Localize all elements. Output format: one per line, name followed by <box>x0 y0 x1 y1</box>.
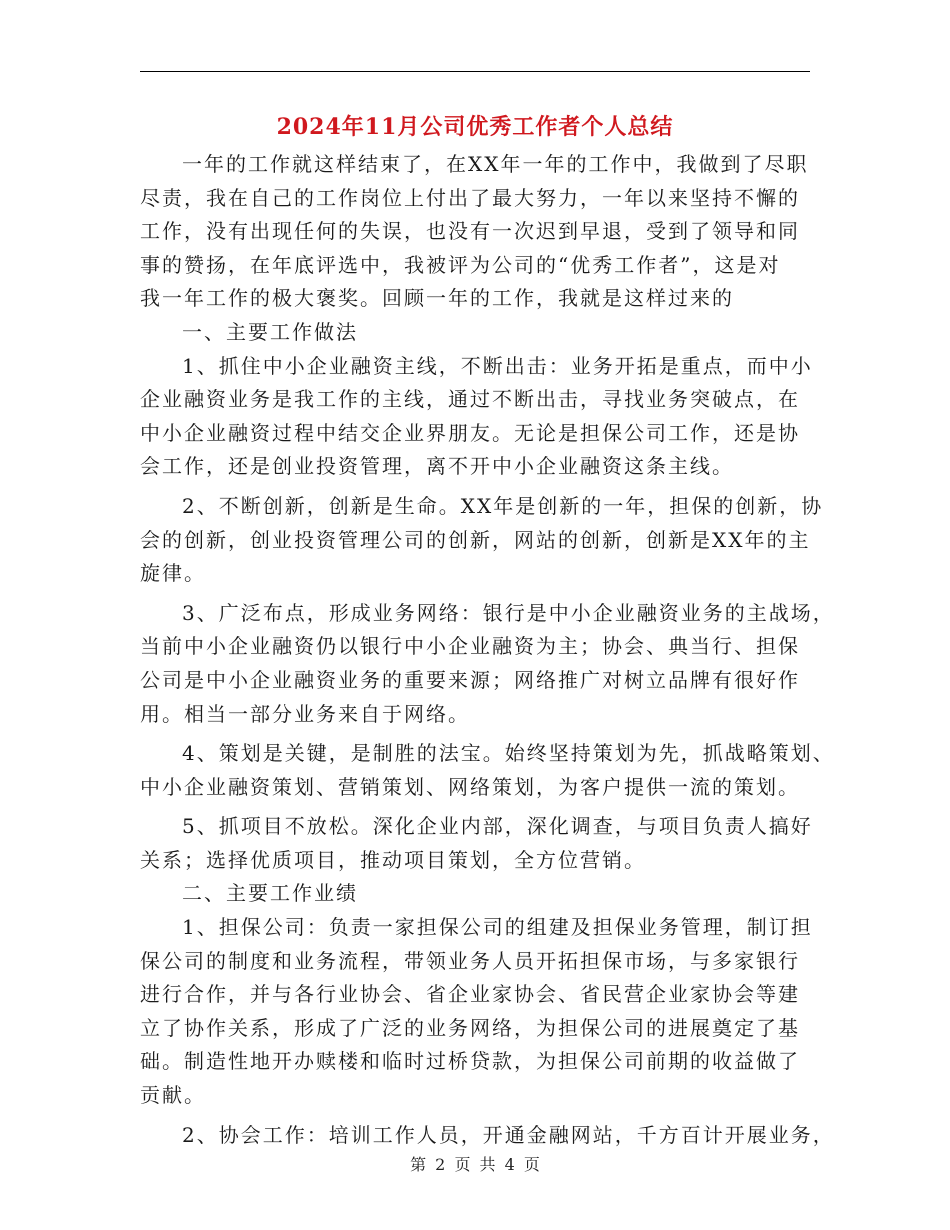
text-line: 4、策划是关键，是制胜的法宝。始终坚持策划为先，抓战略策划、 <box>182 741 835 766</box>
text-line: 进行合作，并与各行业协会、省企业家协会、省民营企业家协会等建 <box>140 982 800 1007</box>
text-line: 关系；选择优质项目，推动项目策划，全方位营销。 <box>140 847 646 872</box>
text-line: 事的赞扬，在年底评选中，我被评为公司的“优秀工作者”，这是对 <box>140 252 781 277</box>
text-line: 5、抓项目不放松。深化企业内部，深化调查，与项目负责人搞好 <box>182 814 813 839</box>
text-line: 旋律。 <box>140 561 206 586</box>
text-line: 础。制造性地开办赎楼和临时过桥贷款，为担保公司前期的收益做了 <box>140 1049 800 1074</box>
text-line: 立了协作关系，形成了广泛的业务网络，为担保公司的进展奠定了基 <box>140 1015 800 1040</box>
text-line: 会工作，还是创业投资管理，离不开中小企业融资这条主线。 <box>140 454 734 479</box>
text-line: 1、担保公司：负责一家担保公司的组建及担保业务管理，制订担 <box>182 915 813 940</box>
text-line: 工作，没有出现任何的失误，也没有一次迟到早退，受到了领导和同 <box>140 219 800 244</box>
text-line: 二、主要工作业绩 <box>182 881 358 906</box>
text-line: 公司是中小企业融资业务的重要来源；网络推广对树立品牌有很好作 <box>140 667 800 692</box>
text-line: 我一年工作的极大褒奖。回顾一年的工作，我就是这样过来的 <box>140 286 734 311</box>
document-body <box>140 148 835 1152</box>
text-line: 当前中小企业融资仍以银行中小企业融资为主；协会、典当行、担保 <box>140 634 800 659</box>
text-line: 中小企业融资过程中结交企业界朋友。无论是担保公司工作，还是协 <box>140 420 800 445</box>
text-line: 一年的工作就这样结束了，在XX年一年的工作中，我做到了尽职 <box>182 152 809 176</box>
text-line: 用。相当一部分业务来自于网络。 <box>140 701 470 726</box>
text-line: 2、协会工作：培训工作人员，开通金融网站，千方百计开展业务， <box>182 1122 835 1147</box>
header-rule <box>140 71 810 72</box>
text-line: 贡献。 <box>140 1083 206 1108</box>
text-line: 3、广泛布点，形成业务网络：银行是中小企业融资业务的主战场， <box>182 600 835 625</box>
text-line: 尽责，我在自己的工作岗位上付出了最大努力，一年以来坚持不懈的 <box>140 185 800 210</box>
text-line: 一、主要工作做法 <box>182 319 358 344</box>
text-line: 1、抓住中小企业融资主线，不断出击：业务开拓是重点，而中小 <box>182 353 813 378</box>
text-line: 会的创新，创业投资管理公司的创新，网站的创新，创新是XX年的主 <box>140 527 811 552</box>
page-number: 第 2 页 共 4 页 <box>410 1155 540 1174</box>
text-line: 保公司的制度和业务流程，带领业务人员开拓担保市场，与多家银行 <box>140 948 800 973</box>
text-line: 中小企业融资策划、营销策划、网络策划，为客户提供一流的策划。 <box>140 774 800 799</box>
text-line: 企业融资业务是我工作的主线，通过不断出击，寻找业务突破点，在 <box>140 387 800 412</box>
text-line: 2、不断创新，创新是生命。XX年是创新的一年，担保的创新，协 <box>182 493 824 518</box>
page-title: 2024年11月公司优秀工作者个人总结 <box>276 114 674 140</box>
